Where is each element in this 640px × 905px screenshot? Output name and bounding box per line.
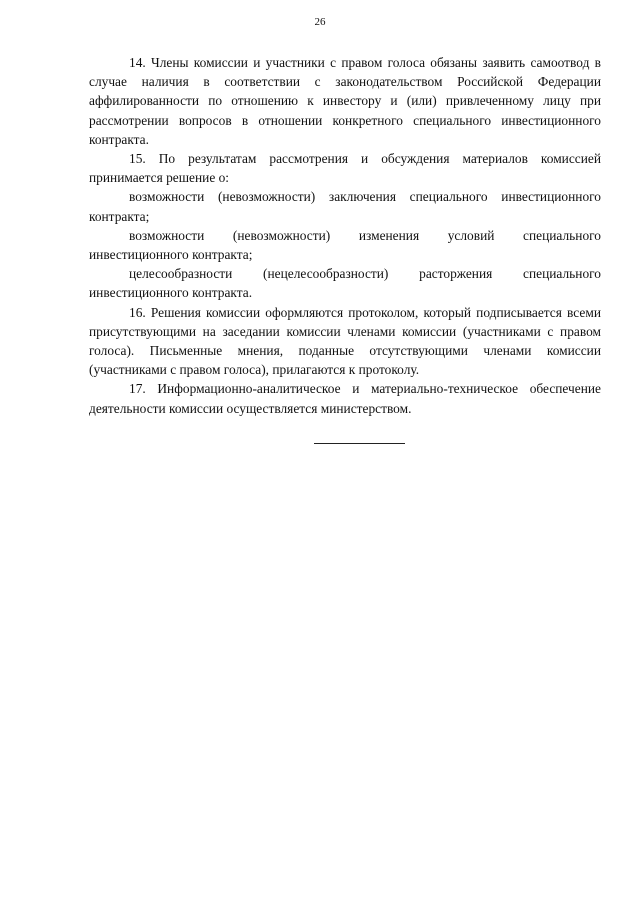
page-number: 26 [314,16,326,28]
decision-option-modify: возможности (невозможности) изменения условий специального инвестиционного контракта; [89,227,601,263]
decision-option-terminate: целесообразности (нецелесообразности) расторжения специального инвестиционного контракта. [89,266,601,301]
decision-option-conclude: возможности (невозможности) заключения специального инвестиционного контракта; [89,189,601,224]
document-body [89,53,601,418]
paragraph-14: 14. Члены комиссии и участники с правом голоса обязаны заявить самоотвод в случае наличия в соответствии с законодательством Российской Федерации аффилированности по отношению к инвестору и (или) привлеченному лицу при рассмотрении вопросов в отношении конкретного специального инвестиционного контракта. [89,55,601,147]
paragraph-15: 15. По результатам рассмотрения и обсуждения материалов комиссией принимается решение о: [89,151,601,186]
paragraph-16: 16. Решения комиссии оформляются протоколом, который подписывается всеми присутствующими на заседании комиссии членами комиссии (участниками с правом голоса). Письменные мнения, поданные отсутствующими членами комиссии (участниками с правом голоса), прилагаются к протоколу. [89,304,601,378]
end-divider [314,443,405,444]
paragraph-17: 17. Информационно-аналитическое и материально-техническое обеспечение деятельности комиссии осуществляется министерством. [89,381,601,416]
